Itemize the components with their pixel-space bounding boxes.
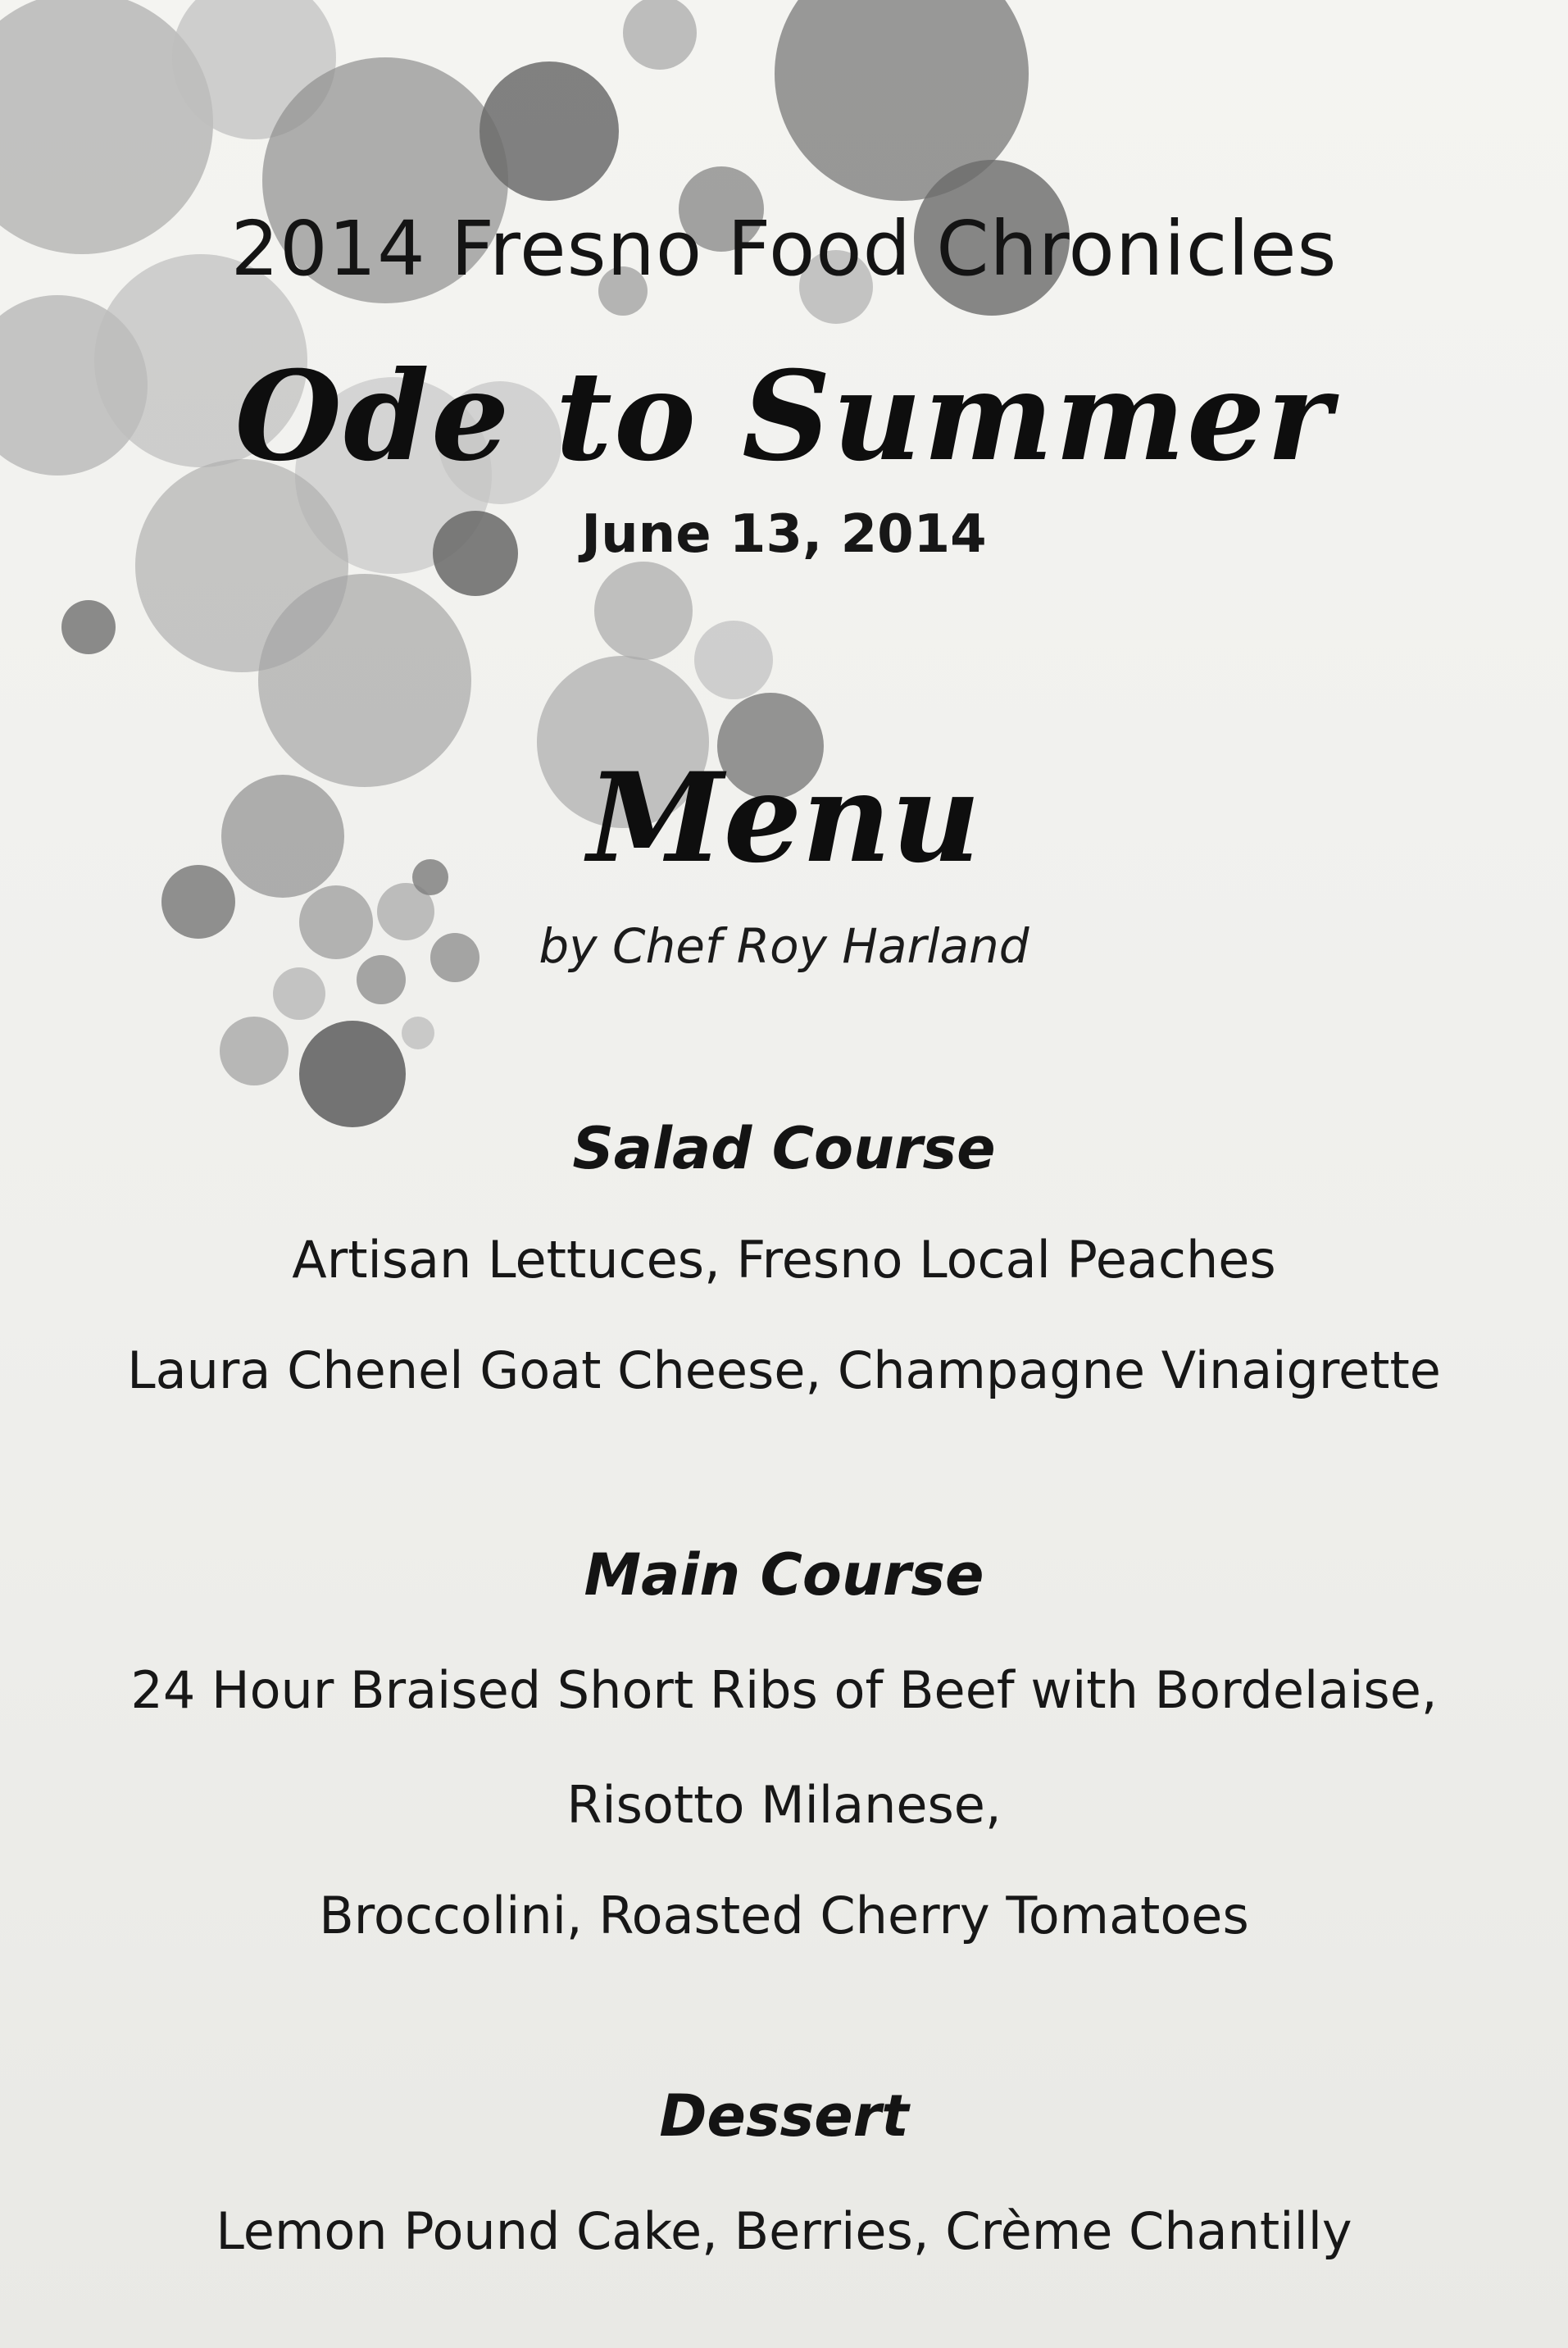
- main-course-item: Risotto Milanese,: [566, 1775, 1002, 1835]
- series-title: 2014 Fresno Food Chronicles: [230, 205, 1338, 293]
- menu-title: Menu: [587, 746, 981, 890]
- event-date: June 13, 2014: [581, 504, 987, 565]
- salad-course-heading: Salad Course: [572, 1115, 996, 1182]
- salad-course-item: Laura Chenel Goat Cheese, Champagne Vinaigrette: [127, 1340, 1441, 1400]
- main-course-heading: Main Course: [584, 1541, 984, 1609]
- decorative-bubbles: [0, 0, 1568, 1164]
- main-course-item: 24 Hour Braised Short Ribs of Beef with Bordelaise,: [130, 1660, 1438, 1720]
- salad-course-item: Artisan Lettuces, Fresno Local Peaches: [292, 1230, 1276, 1290]
- dessert-heading: Dessert: [659, 2082, 909, 2150]
- chef-byline: by Chef Roy Harland: [539, 918, 1029, 974]
- event-title: Ode to Summer: [234, 344, 1334, 489]
- dessert-item: Lemon Pound Cake, Berries, Crème Chantilly: [216, 2201, 1352, 2261]
- main-course-item: Broccolini, Roasted Cherry Tomatoes: [319, 1886, 1249, 1945]
